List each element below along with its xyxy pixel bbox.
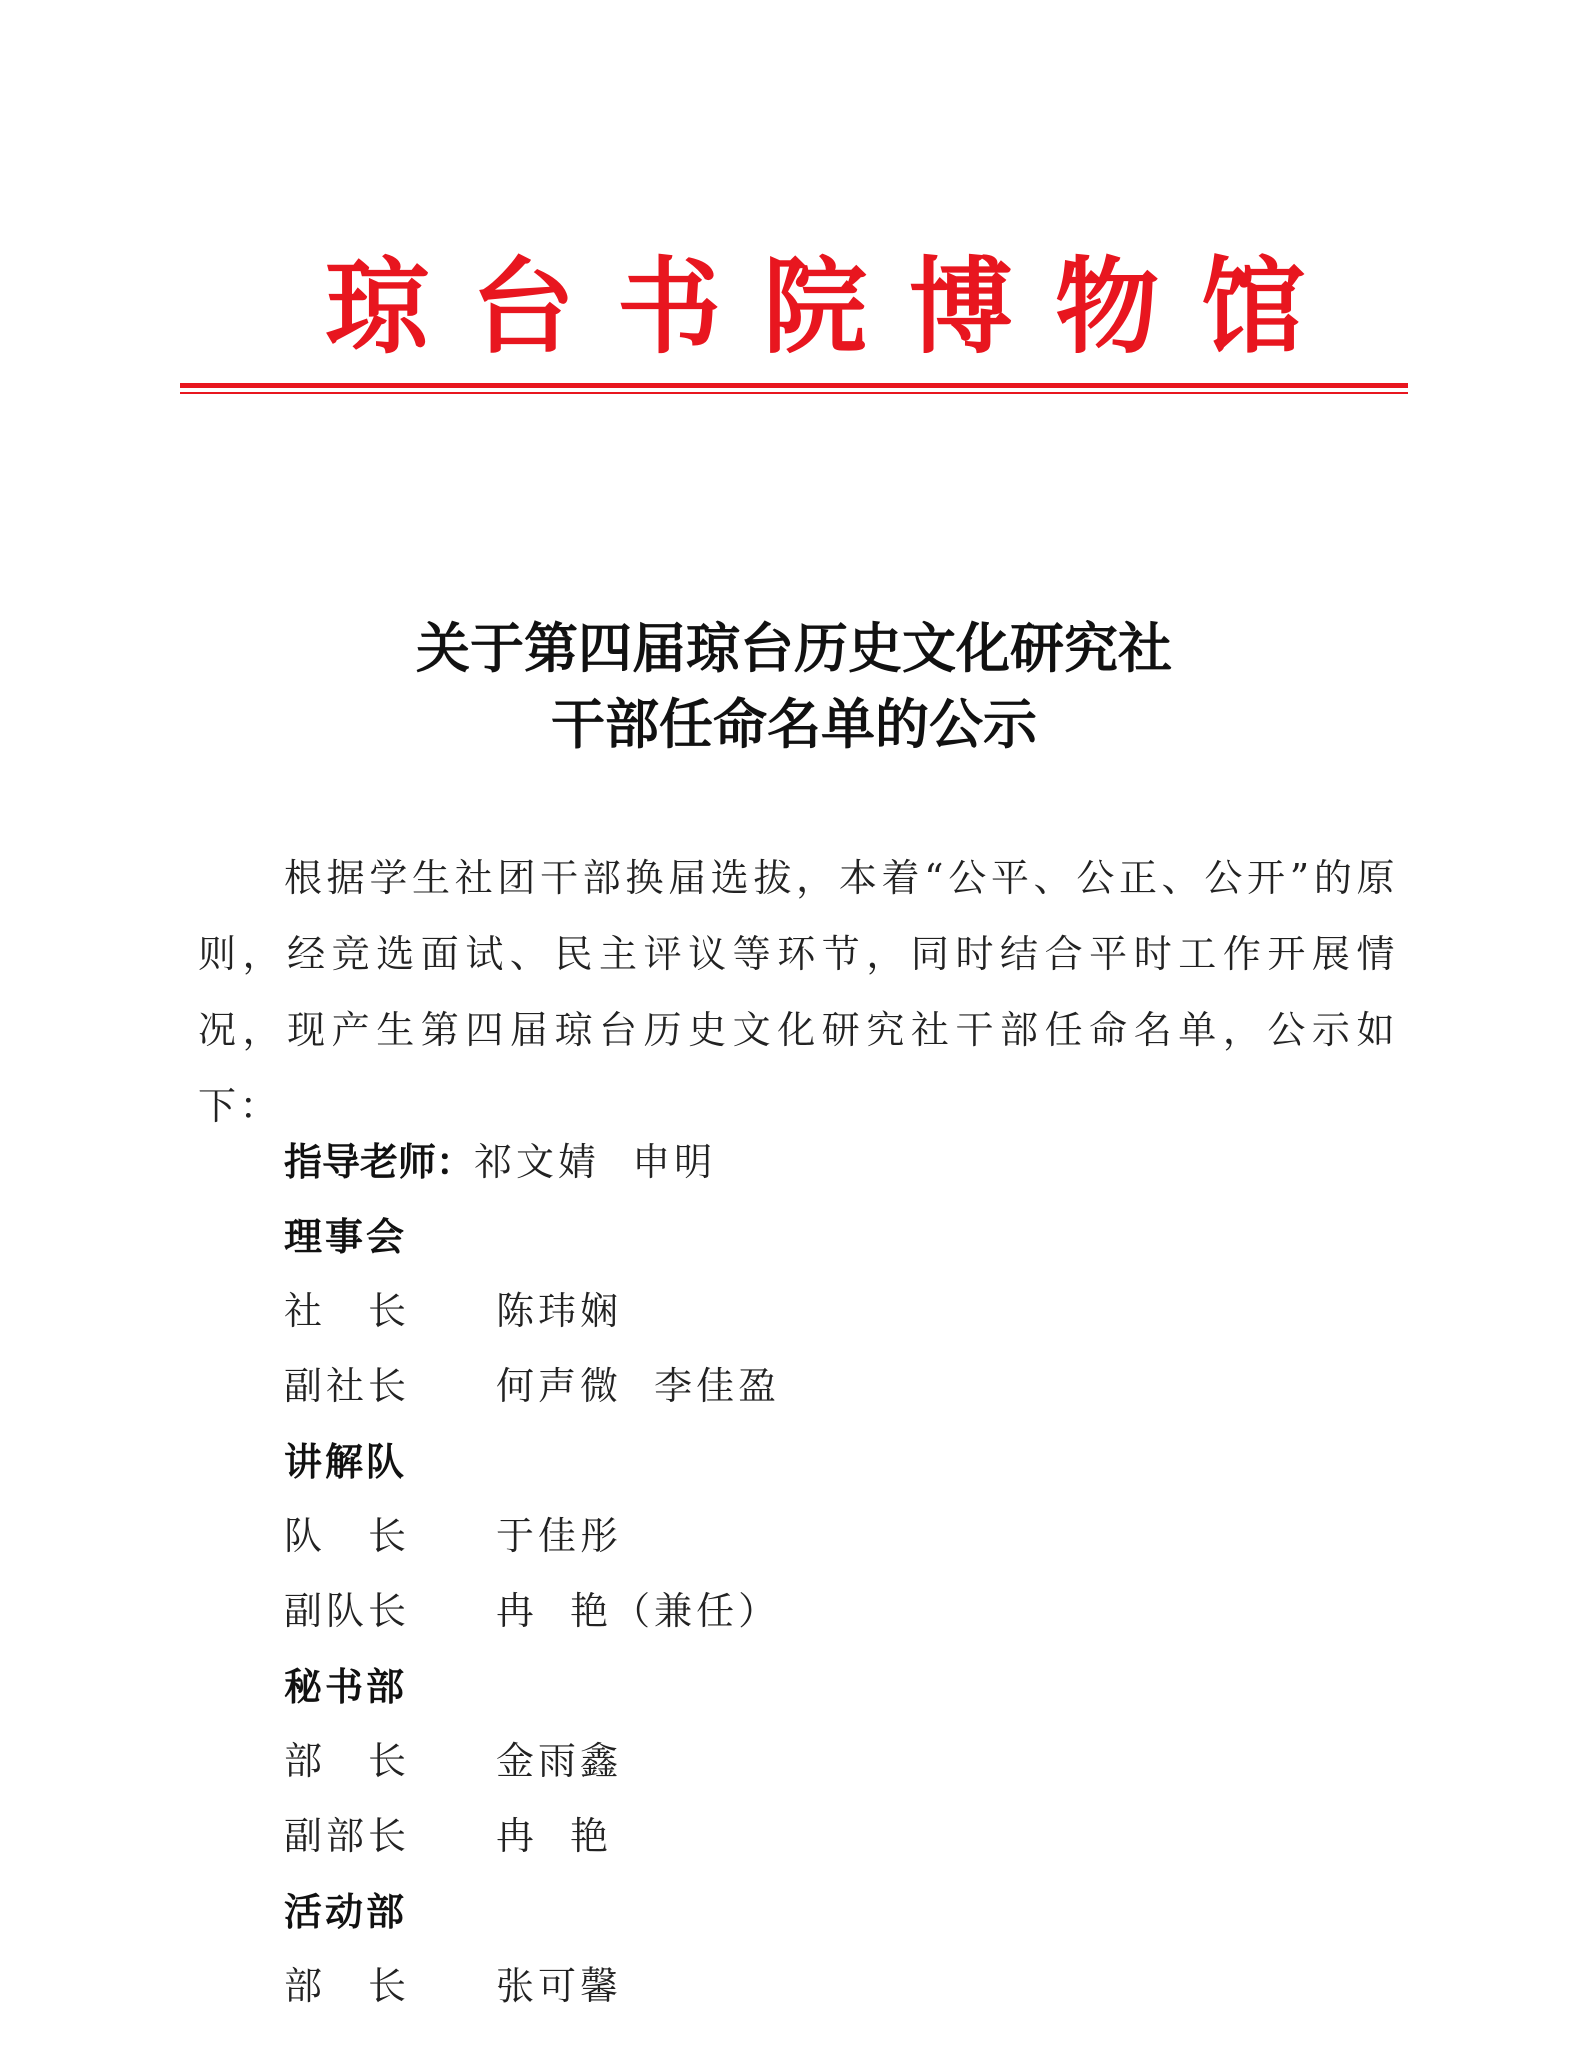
role-title: 副社长: [284, 1364, 411, 1408]
advisors-label: 指导老师：: [284, 1139, 475, 1184]
section-heading: 讲解队: [284, 1439, 408, 1484]
advisors-names: 祁文婧 申明: [474, 1140, 717, 1184]
role-names: 张可馨: [496, 1964, 623, 2008]
notice-title: [180, 610, 1408, 762]
role-names: 冉 艳: [496, 1814, 613, 1858]
masthead-rule-thin: [180, 392, 1408, 394]
role-row: [284, 1799, 1284, 1874]
section-heading: 理事会: [284, 1214, 408, 1259]
role-names: 陈玮娴: [496, 1289, 623, 1333]
notice-title-line1: 关于第四届琼台历史文化研究社: [416, 616, 1172, 680]
role-names: 于佳彤: [496, 1514, 623, 1558]
role-title: 副队长: [284, 1589, 411, 1633]
role-title: 队长: [284, 1514, 453, 1558]
role-title: 部长: [284, 1964, 453, 2008]
role-row: [284, 1724, 1284, 1799]
role-row: [284, 1274, 1284, 1349]
section-heading: 秘书部: [284, 1664, 408, 1709]
advisors-row: [284, 1124, 1284, 1199]
role-row: [284, 1349, 1284, 1424]
notice-paragraph: 根据学生社团干部换届选拔，本着“公平、公正、公开”的原则，经竞选面试、民主评议等环节，同时结合平时工作开展情况，现产生第四届琼台历史文化研究社干部任命名单，公示如下：: [198, 856, 1398, 1128]
masthead-org-name: 琼台书院博物馆: [324, 246, 1347, 368]
role-names: 金雨鑫: [496, 1739, 623, 1783]
role-names: 何声微 李佳盈: [496, 1364, 781, 1408]
section-heading: 活动部: [284, 1889, 408, 1934]
role-title: 社长: [284, 1289, 453, 1333]
role-row: [284, 1574, 1284, 1649]
role-row: [284, 1949, 1284, 2024]
masthead-rule-thick: [180, 383, 1408, 388]
notice-title-line2: 干部任命名单的公示: [551, 692, 1037, 756]
notice-body: [198, 840, 1398, 1144]
role-title: 部长: [284, 1739, 453, 1783]
role-title: 副部长: [284, 1814, 411, 1858]
role-names: 冉 艳（兼任）: [496, 1589, 781, 1633]
role-row: [284, 1499, 1284, 1574]
cadre-roster: [284, 1124, 1284, 2024]
